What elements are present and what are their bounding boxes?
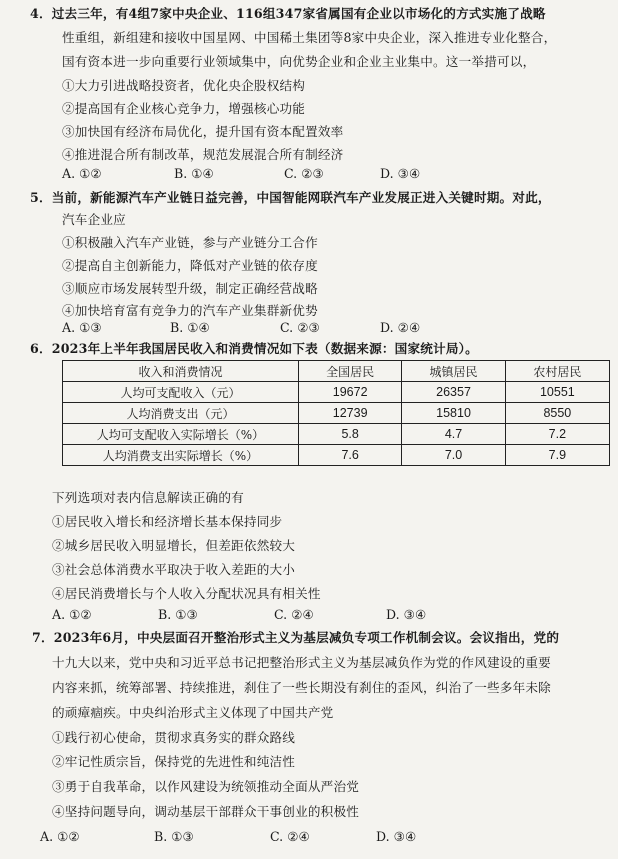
question-5-choice: ②提高自主创新能力，降低对产业链的依存度 [62,258,318,273]
table-row-label: 人均消费支出（元） [63,403,299,424]
option-a: A. ①③ [62,320,102,335]
option-c: C. ②④ [270,829,310,844]
table-row-label: 人均可支配收入（元） [63,382,299,403]
option-d: D. ③④ [386,607,427,622]
option-c: C. ②③ [284,166,324,181]
table-row [63,424,610,445]
question-5-options [62,320,602,336]
question-6-stem-line: 6．2023年上半年我国居民收入和消费情况如下表（数据来源：国家统计局）。 [30,341,478,356]
table-cell: 7.6 [298,445,401,466]
question-5-choice: ③顺应市场发展转型升级，制定正确经营战略 [62,281,318,296]
table-header-cell: 城镇居民 [402,361,505,382]
option-c: C. ②④ [274,607,314,622]
table-cell: 8550 [505,403,609,424]
question-4-stem-line: 国有资本进一步向重要行业领域集中，向优势企业和企业主业集中。这一举措可以， [62,54,536,69]
option-b: B. ①④ [170,320,210,335]
question-4-choice: ③加快国有经济布局优化，提升国有资本配置效率 [62,124,344,139]
question-7-stem-line: 内容来抓，统筹部署、持续推进，刹住了一些长期没有刹住的歪风，纠治了一些多年未除 [52,680,551,695]
option-c: C. ②③ [280,320,320,335]
question-5-stem-line: 汽车企业应 [62,212,126,227]
option-b: B. ①③ [154,829,194,844]
table-cell: 15810 [402,403,505,424]
table-cell: 7.9 [505,445,609,466]
question-4-options [62,166,602,182]
question-5-choice: ①积极融入汽车产业链，参与产业链分工合作 [62,235,318,250]
question-6-choice: ④居民消费增长与个人收入分配状况具有相关性 [52,586,321,601]
table-cell: 10551 [505,382,609,403]
table-cell: 26357 [402,382,505,403]
question-7-choice: ④坚持问题导向，调动基层干部群众干事创业的积极性 [52,804,360,819]
table-header-cell: 收入和消费情况 [63,361,299,382]
question-6-choice: ①居民收入增长和经济增长基本保持同步 [52,514,283,529]
table-row-label: 人均消费支出实际增长（%） [63,445,299,466]
question-5-choice: ④加快培育富有竞争力的汽车产业集群新优势 [62,303,318,318]
table-cell: 4.7 [402,424,505,445]
question-4-stem-line: 4．过去三年，有4组7家中央企业、116组347家省属国有企业以市场化的方式实施了战略 [30,6,546,21]
question-6-choice: ②城乡居民收入明显增长，但差距依然较大 [52,538,296,553]
table-header-cell: 农村居民 [505,361,609,382]
table-header-row [63,361,610,382]
question-7-stem-line: 7．2023年6月，中央层面召开整治形式主义为基层减负专项工作机制会议。会议指出，党的 [32,630,560,645]
question-6-stem-line: 下列选项对表内信息解读正确的有 [52,490,244,505]
table-row [63,445,610,466]
option-d: D. ③④ [376,829,417,844]
income-consumption-table [62,360,610,466]
question-6-choice: ③社会总体消费水平取决于收入差距的大小 [52,562,296,577]
table-cell: 19672 [298,382,401,403]
question-4-choice: ②提高国有企业核心竞争力，增强核心功能 [62,101,306,116]
question-7-choice: ②牢记性质宗旨，保持党的先进性和纯洁性 [52,754,296,769]
table-header-cell: 全国居民 [298,361,401,382]
table-cell: 5.8 [298,424,401,445]
table-cell: 7.0 [402,445,505,466]
option-a: A. ①② [40,829,80,844]
question-7-stem-line: 十九大以来，党中央和习近平总书记把整治形式主义为基层减负作为党的作风建设的重要 [52,655,551,670]
option-b: B. ①④ [174,166,214,181]
table-cell: 7.2 [505,424,609,445]
question-7-choice: ①践行初心使命，贯彻求真务实的群众路线 [52,730,296,745]
question-7-choice: ③勇于自我革命，以作风建设为统领推动全面从严治党 [52,779,360,794]
table-row [63,382,610,403]
question-6-options [52,607,602,623]
table-row [63,403,610,424]
question-5-stem-line: 5．当前，新能源汽车产业链日益完善，中国智能网联汽车产业发展正进入关键时期。对此， [30,190,551,205]
question-4-stem-line: 性重组，新组建和接收中国星网、中国稀土集团等8家中央企业，深入推进专业化整合， [62,30,557,45]
option-b: B. ①③ [158,607,198,622]
option-d: D. ③④ [380,166,421,181]
question-7-stem-line: 的顽瘴痼疾。中央纠治形式主义体现了中国共产党 [52,705,334,720]
table-row-label: 人均可支配收入实际增长（%） [63,424,299,445]
option-d: D. ②④ [380,320,421,335]
option-a: A. ①② [62,166,102,181]
question-7-options [40,829,600,845]
table-cell: 12739 [298,403,401,424]
question-4-choice: ①大力引进战略投资者，优化央企股权结构 [62,78,306,93]
question-4-choice: ④推进混合所有制改革，规范发展混合所有制经济 [62,147,344,162]
option-a: A. ①② [52,607,92,622]
